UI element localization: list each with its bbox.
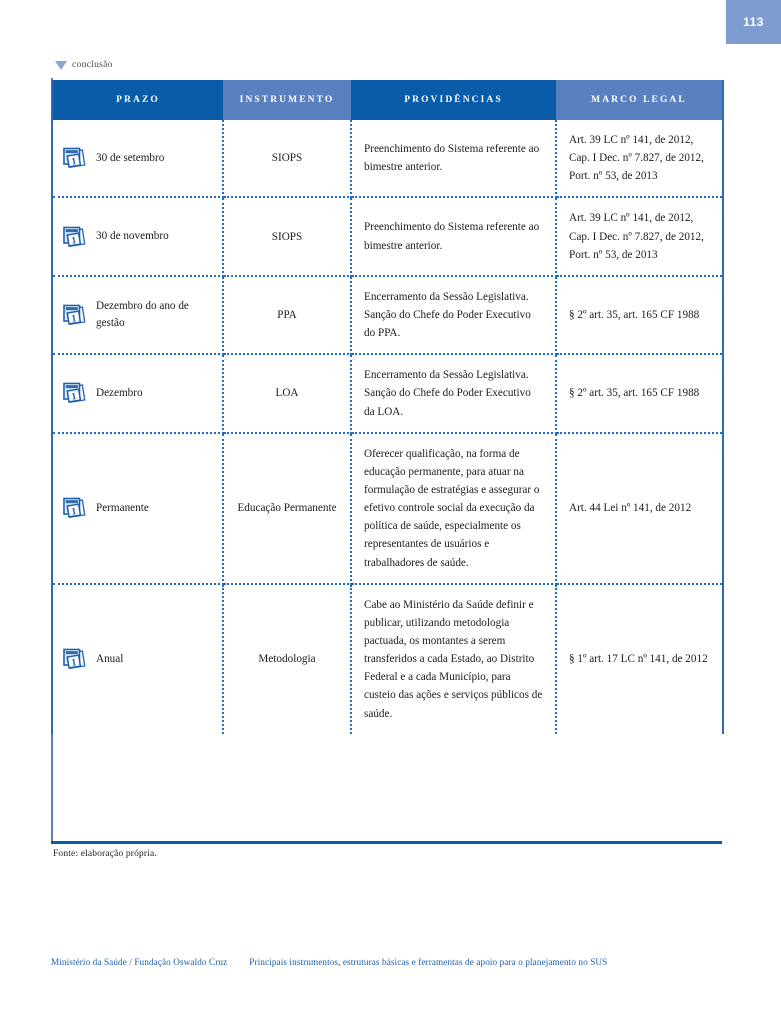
table-row	[52, 584, 723, 734]
source-note: Fonte: elaboração própria.	[53, 849, 157, 859]
cell-prazo	[52, 197, 223, 275]
cell-providencias: Preenchimento do Sistema referente ao bimestre anterior.	[351, 197, 556, 275]
calendar-icon	[61, 646, 87, 672]
page-number-badge: 113	[726, 0, 781, 44]
table-header-row	[52, 80, 723, 120]
calendar-icon	[61, 380, 87, 406]
cell-prazo	[52, 433, 223, 584]
cell-instrumento: LOA	[223, 354, 351, 432]
cell-marco-legal: Art. 44 Lei nº 141, de 2012	[556, 433, 723, 584]
deadlines-table	[51, 80, 724, 734]
cell-instrumento: SIOPS	[223, 197, 351, 275]
cell-instrumento: PPA	[223, 276, 351, 354]
table-row	[52, 433, 723, 584]
cell-instrumento: Educação Permanente	[223, 433, 351, 584]
column-header-prazo: PRAZO	[52, 80, 223, 120]
prazo-label: 30 de setembro	[96, 151, 165, 164]
table-row	[52, 197, 723, 275]
prazo-label: Anual	[96, 652, 124, 665]
prazo-label: 30 de novembro	[96, 230, 169, 243]
cell-providencias: Encerramento da Sessão Legislativa. Sanção do Chefe do Poder Executivo da LOA.	[351, 354, 556, 432]
svg-text:1: 1	[70, 657, 78, 669]
cell-prazo	[52, 354, 223, 432]
svg-text:1: 1	[70, 313, 78, 325]
calendar-icon	[61, 145, 87, 171]
table-header	[52, 80, 723, 120]
calendar-icon	[61, 495, 87, 521]
cell-marco-legal: § 2º art. 35, art. 165 CF 1988	[556, 354, 723, 432]
cell-marco-legal: Art. 39 LC nº 141, de 2012, Cap. I Dec. nº 7.827, de 2012, Port. nº 53, de 2013	[556, 197, 723, 275]
cell-marco-legal: § 1º art. 17 LC nº 141, de 2012	[569, 653, 708, 666]
deadlines-table-wrapper	[51, 80, 722, 734]
continuation-marker	[55, 60, 113, 70]
table-bottom-rule	[51, 841, 722, 844]
prazo-label: Permanente	[96, 501, 149, 514]
svg-text:1: 1	[70, 234, 78, 247]
cell-instrumento: SIOPS	[223, 120, 351, 197]
cell-providencias: Encerramento da Sessão Legislativa. Sanção do Chefe do Poder Executivo do PPA.	[351, 276, 556, 354]
svg-text:1: 1	[70, 156, 78, 168]
column-header-providencias: PROVIDÊNCIAS	[351, 80, 556, 120]
cell-prazo	[52, 584, 223, 734]
cell-marco-legal: § 2º art. 35, art. 165 CF 1988	[556, 276, 723, 354]
prazo-label: Dezembro	[96, 387, 143, 400]
calendar-icon	[61, 224, 87, 250]
prazo-label: Dezembro do ano de gestão	[96, 300, 189, 330]
column-header-marco-legal: MARCO LEGAL	[556, 80, 723, 120]
cell-prazo	[52, 120, 223, 197]
cell-instrumento: Metodologia	[223, 584, 351, 734]
table-row	[52, 354, 723, 432]
cell-providencias: Cabe ao Ministério da Saúde definir e publicar, utilizando metodologia pactuada, os montantes a serem transferidos a cada Estado, ao Distrito Federal e a cada Município, para custeio das ações e serviços públicos de saúde.	[351, 584, 556, 734]
footer-organization: Ministério da Saúde / Fundação Oswaldo Cruz	[51, 957, 228, 967]
table-body	[52, 120, 723, 734]
triangle-down-icon	[55, 61, 67, 70]
svg-text:1: 1	[70, 506, 78, 518]
cell-marco-legal: Art. 39 LC nº 141, de 2012, Cap. I Dec. nº 7.827, de 2012, Port. nº 53, de 2013	[556, 120, 723, 197]
svg-text:1: 1	[70, 391, 78, 404]
table-row	[52, 276, 723, 354]
continuation-label: conclusão	[72, 60, 113, 70]
footer-title: Principais instrumentos, estruturas básicas e ferramentas de apoio para o planejamento no SUS	[249, 957, 608, 967]
cell-providencias: Oferecer qualificação, na forma de educação permanente, para atuar na formulação de estratégias e assegurar o efetivo controle social da execução da política de saúde, especialmente os representantes de usuários e trabalhadores de saúde.	[351, 433, 556, 584]
column-header-instrumento: INSTRUMENTO	[223, 80, 351, 120]
calendar-icon	[61, 302, 87, 328]
cell-providencias: Preenchimento do Sistema referente ao bimestre anterior.	[351, 120, 556, 197]
table-row	[52, 120, 723, 197]
cell-prazo	[52, 276, 223, 354]
page-footer	[51, 957, 741, 967]
